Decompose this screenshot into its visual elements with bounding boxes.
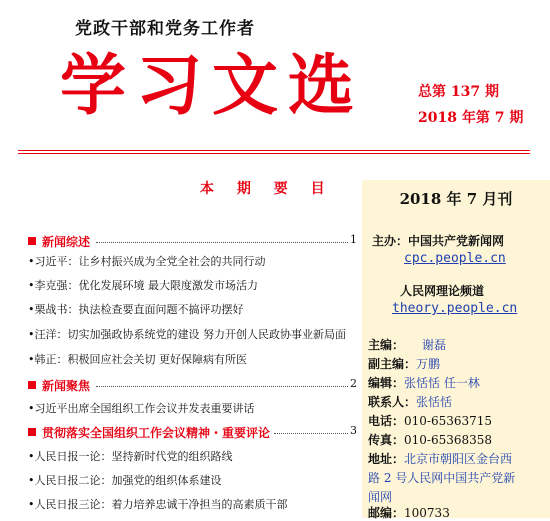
deputy-editor-row	[368, 355, 440, 372]
toc-item[interactable]: •栗战书：执法检查要直面问题不搞评功摆好	[28, 303, 244, 316]
toc-item[interactable]: •人民日报二论：加强党的组织体系建设	[28, 474, 222, 487]
issue-year-number: 2018 年第 7 期	[418, 110, 524, 126]
issue-total-number: 总第 137 期	[418, 84, 499, 100]
toc-section-label: 新闻综述	[42, 235, 91, 249]
toc-section-label: 贯彻落实全国组织工作会议精神・重要评论	[42, 426, 271, 440]
sponsor-link[interactable]: cpc.people.cn	[404, 251, 506, 266]
contact-label: 联系人：	[368, 395, 417, 409]
header-divider-bottom	[18, 153, 530, 154]
editor-row	[368, 336, 446, 353]
toc-leader-dots	[274, 433, 348, 434]
toc-page-number: 1	[350, 233, 357, 246]
address-line-1: 北京市朝阳区金台西	[404, 452, 513, 466]
sponsor-label: 主办：中国共产党新闻网	[372, 234, 505, 248]
toc-title: 本 期 要 目	[200, 181, 334, 197]
editor-label: 主编：	[368, 338, 405, 352]
deputy-editor-value: 万鹏	[416, 357, 441, 371]
square-bullet-icon	[28, 237, 36, 245]
toc-item[interactable]: •汪洋：切实加强政协系统党的建设 努力开创人民政协事业新局面	[28, 328, 346, 341]
toc-item[interactable]: •人民日报一论：坚持新时代党的组织路线	[28, 450, 233, 463]
phone-value: 010-65363715	[404, 414, 493, 428]
contact-value: 张恬恬	[416, 395, 453, 409]
toc-section-heading[interactable]	[28, 377, 90, 394]
toc-leader-dots	[96, 242, 348, 243]
address-row	[368, 450, 512, 467]
address-label: 地址：	[368, 452, 405, 466]
fax-label: 传真：	[368, 433, 405, 447]
toc-page-number: 2	[350, 377, 357, 390]
toc-item[interactable]: •人民日报三论：着力培养忠诚干净担当的高素质干部	[28, 498, 288, 511]
square-bullet-icon	[28, 381, 36, 389]
staff-editor-value: 张恬恬 任一林	[404, 376, 480, 390]
toc-section-heading[interactable]	[28, 424, 270, 441]
editor-value: 谢磊	[422, 338, 447, 352]
masthead-title: 学习文选	[60, 47, 364, 124]
deputy-editor-label: 副主编：	[368, 357, 417, 371]
square-bullet-icon	[28, 428, 36, 436]
publication-info-panel	[362, 180, 550, 518]
toc-item[interactable]: •韩正：积极回应社会关切 更好保障病有所医	[28, 353, 247, 366]
masthead-subtitle: 党政干部和党务工作者	[75, 19, 255, 39]
staff-editor-row	[368, 374, 480, 391]
header-divider-top	[18, 150, 530, 151]
toc-section-heading[interactable]	[28, 233, 90, 250]
toc-item[interactable]: •李克强：优化发展环境 最大限度激发市场活力	[28, 279, 258, 292]
staff-editor-label: 编辑：	[368, 376, 405, 390]
toc-section-label: 新闻聚焦	[42, 379, 91, 393]
phone-label: 电话：	[368, 414, 405, 428]
phone-row	[368, 412, 492, 429]
postcode-row	[368, 504, 450, 521]
channel-link[interactable]: theory.people.cn	[392, 301, 518, 316]
postcode-label: 邮编：	[368, 506, 405, 520]
contact-row	[368, 393, 452, 410]
postcode-value: 100733	[404, 506, 450, 520]
toc-page-number: 3	[350, 424, 357, 437]
toc-item[interactable]: •习近平：让乡村振兴成为全党全社会的共同行动	[28, 255, 266, 268]
address-line-2: 路 2 号人民网中国共产党新	[368, 471, 516, 485]
toc-item[interactable]: •习近平出席全国组织工作会议并发表重要讲话	[28, 402, 255, 415]
fax-row	[368, 431, 492, 448]
address-line-3: 闻网	[368, 490, 393, 504]
fax-value: 010-65368358	[404, 433, 493, 447]
channel-name: 人民网理论频道	[400, 284, 485, 298]
toc-leader-dots	[96, 386, 348, 387]
publication-date: 2018 年 7 月刊	[399, 190, 513, 208]
